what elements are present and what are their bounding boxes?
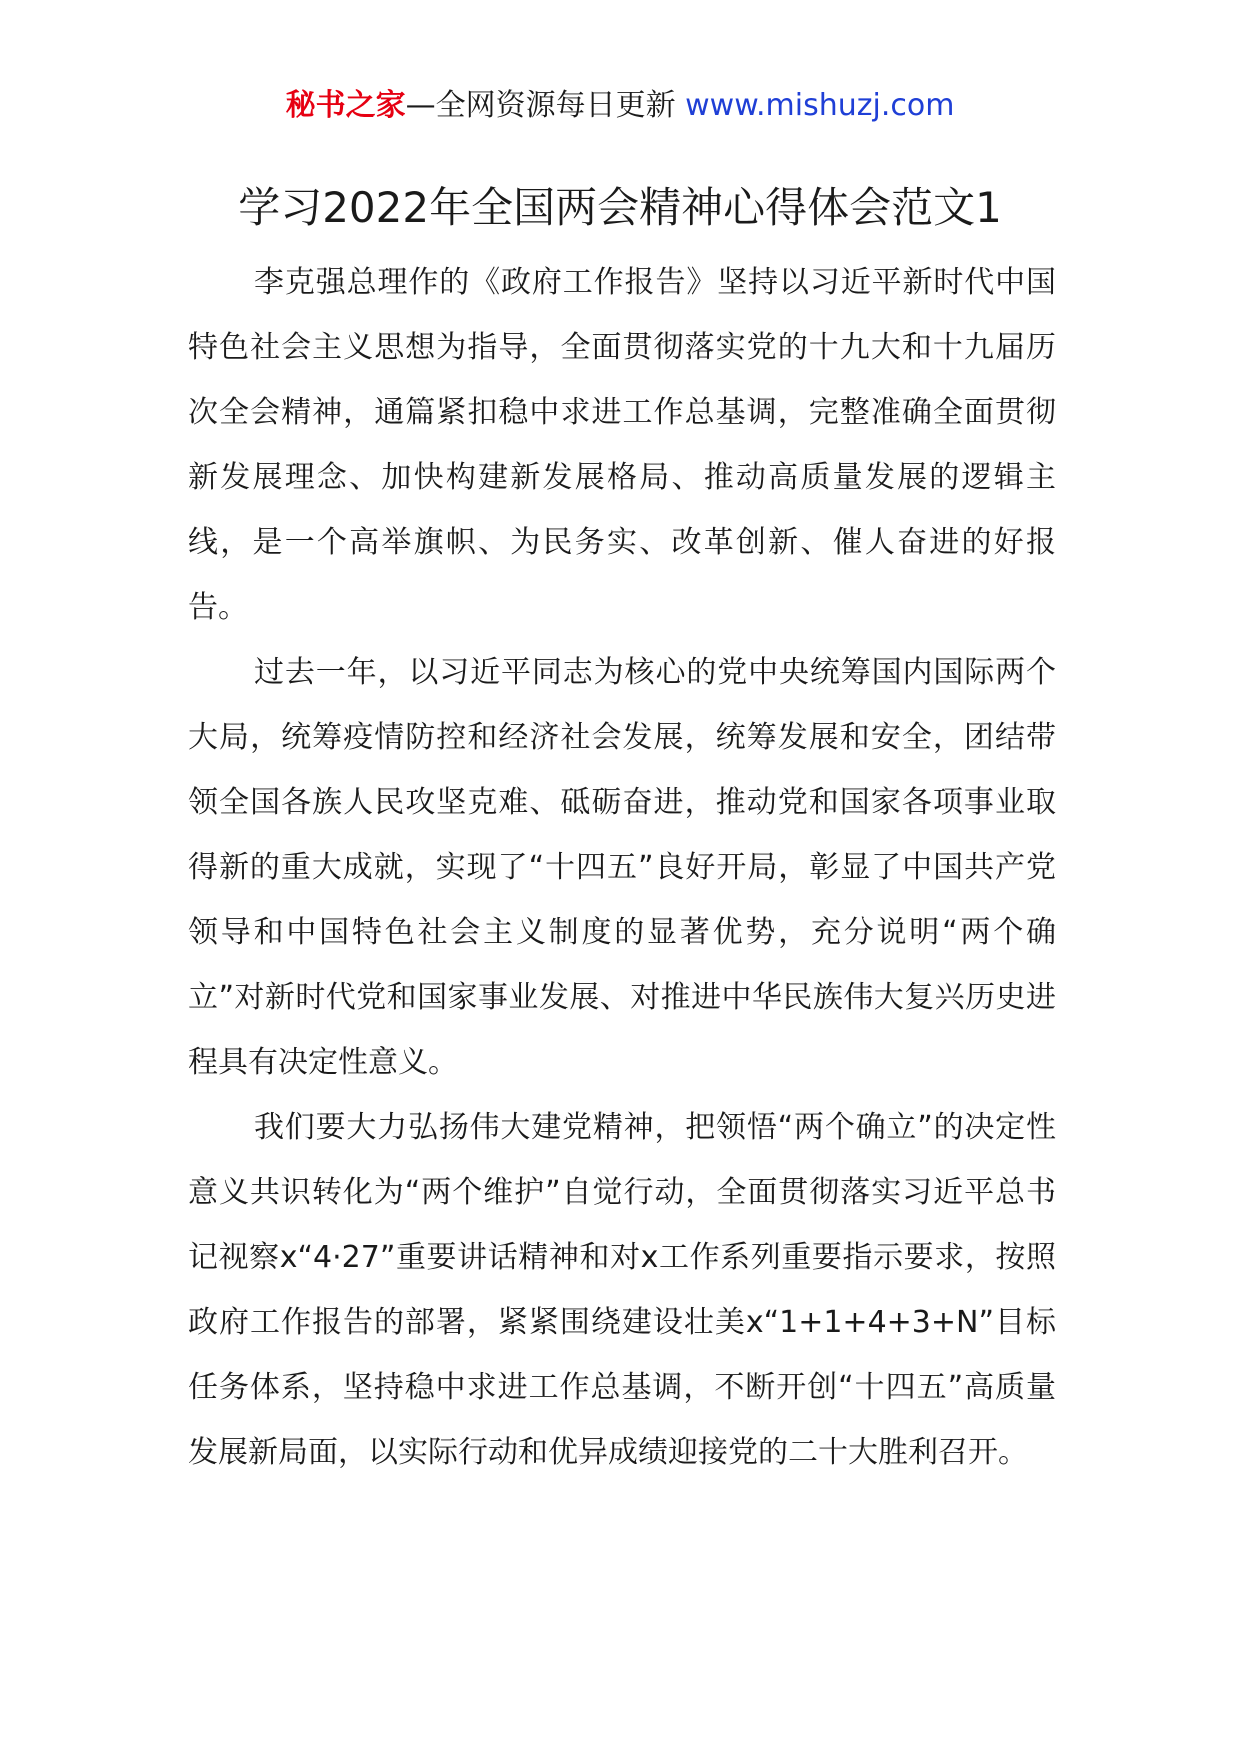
paragraph-2: 过去一年，以习近平同志为核心的党中央统筹国内国际两个大局，统筹疫情防控和经济社会发展，统筹发展和安全，团结带领全国各族人民攻坚克难、砥砺奋进，推动党和国家各项事业取得新的重大成就，实现了“十四五”良好开局，彰显了中国共产党领导和中国特色社会主义制度的显著优势，充分说明“两个确立”对新时代党和国家事业发展、对推进中华民族伟大复兴历史进程具有决定性意义。 xyxy=(188,655,1056,1080)
document-title: 学习2022年全国两会精神心得体会范文1 xyxy=(238,183,1002,232)
brand-name: 秘书之家 xyxy=(285,88,406,123)
header-tagline: —全网资源每日更新 xyxy=(405,88,676,123)
site-header xyxy=(0,86,1240,126)
paragraph-1: 李克强总理作的《政府工作报告》坚持以习近平新时代中国特色社会主义思想为指导，全面贯彻落实党的十九大和十九届历次全会精神，通篇紧扣稳中求进工作总基调，完整准确全面贯彻新发展理念、加快构建新发展格局、推动高质量发展的逻辑主线，是一个高举旗帜、为民务实、改革创新、催人奋进的好报告。 xyxy=(188,265,1056,625)
document-body xyxy=(188,250,1056,1485)
site-url-link[interactable]: www.mishuzj.com xyxy=(685,88,955,123)
paragraph-3: 我们要大力弘扬伟大建党精神，把领悟“两个确立”的决定性意义共识转化为“两个维护”自觉行动，全面贯彻落实习近平总书记视察x“4·27”重要讲话精神和对x工作系列重要指示要求，按照政府工作报告的部署，紧紧围绕建设壮美x“1+1+4+3+N”目标任务体系，坚持稳中求进工作总基调，不断开创“十四五”高质量发展新局面，以实际行动和优异成绩迎接党的二十大胜利召开。 xyxy=(188,1110,1056,1470)
